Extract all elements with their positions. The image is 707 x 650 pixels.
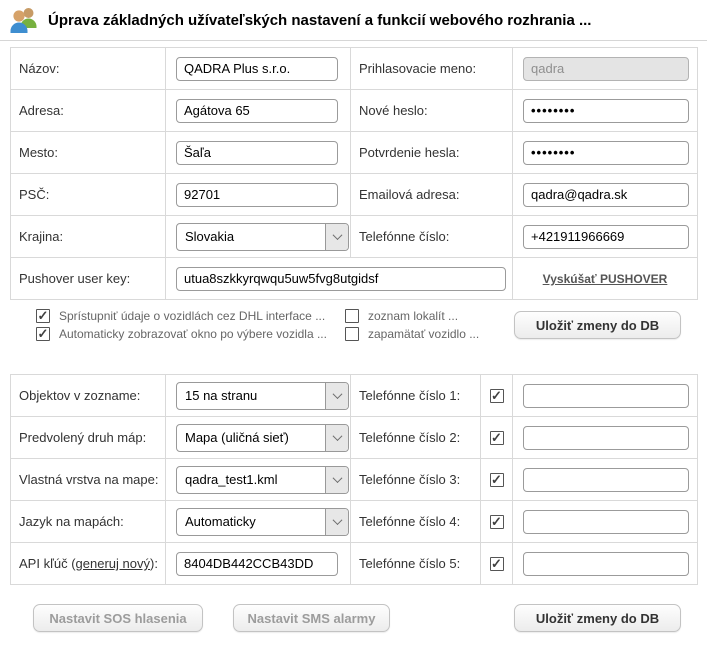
sms-alarmy-button[interactable]: Nastavit SMS alarmy xyxy=(233,604,390,632)
users-icon xyxy=(8,5,40,35)
save-changes-bottom-button[interactable]: Uložiť zmeny do DB xyxy=(514,604,681,632)
login-label: Prihlasovacie meno: xyxy=(351,48,513,90)
footer-buttons xyxy=(0,604,707,632)
table-row xyxy=(11,258,698,300)
jazyk-select-value: Automaticky xyxy=(185,514,256,529)
dhl-interface-label: Sprístupniť údaje o vozidlách cez DHL interface ... xyxy=(59,309,326,323)
pushover-key-input[interactable] xyxy=(176,267,506,291)
adresa-label: Adresa: xyxy=(11,90,166,132)
telefon1-checkbox[interactable] xyxy=(490,389,504,403)
table-row xyxy=(11,501,698,543)
chevron-down-icon xyxy=(325,224,348,250)
vrstva-label: Vlastná vrstva na mape: xyxy=(11,459,166,501)
vrstva-select-value: qadra_test1.kml xyxy=(185,472,278,487)
nazov-input[interactable] xyxy=(176,57,338,81)
telefon2-input[interactable] xyxy=(523,426,689,450)
table-row xyxy=(11,90,698,132)
jazyk-select[interactable] xyxy=(176,508,349,536)
krajina-select[interactable] xyxy=(176,223,349,251)
adresa-input[interactable] xyxy=(176,99,338,123)
druh-map-select[interactable] xyxy=(176,424,349,452)
table-row xyxy=(11,48,698,90)
zapamatat-vozidlo-label: zapamätať vozidlo ... xyxy=(368,327,480,341)
login-input xyxy=(523,57,689,81)
email-input[interactable] xyxy=(523,183,689,207)
telefon3-label: Telefónne číslo 3: xyxy=(351,459,481,501)
telefon4-checkbox[interactable] xyxy=(490,515,504,529)
psc-input[interactable] xyxy=(176,183,338,207)
sos-hlasenia-button[interactable]: Nastavit SOS hlasenia xyxy=(33,604,203,632)
save-changes-top-button[interactable]: Uložiť zmeny do DB xyxy=(514,311,681,339)
chevron-down-icon xyxy=(325,383,348,409)
telefon4-label: Telefónne číslo 4: xyxy=(351,501,481,543)
api-key-label: API kľúč (generuj nový): xyxy=(11,543,166,585)
potvrdenie-hesla-input[interactable] xyxy=(523,141,689,165)
krajina-select-value: Slovakia xyxy=(185,229,235,244)
psc-label: PSČ: xyxy=(11,174,166,216)
telefon5-label: Telefónne číslo 5: xyxy=(351,543,481,585)
chevron-down-icon xyxy=(325,467,348,493)
checkbox-section xyxy=(0,309,707,349)
telefon1-label: Telefónne číslo 1: xyxy=(351,375,481,417)
map-phone-settings-table xyxy=(10,374,698,585)
auto-okno-checkbox[interactable] xyxy=(36,327,50,341)
table-row xyxy=(11,132,698,174)
jazyk-label: Jazyk na mapách: xyxy=(11,501,166,543)
table-row xyxy=(11,375,698,417)
api-key-input[interactable] xyxy=(176,552,338,576)
telefon-label: Telefónne číslo: xyxy=(351,216,513,258)
telefon2-checkbox[interactable] xyxy=(490,431,504,445)
chevron-down-icon xyxy=(325,425,348,451)
table-row xyxy=(11,459,698,501)
generuj-novy-link[interactable]: generuj nový xyxy=(75,556,150,571)
telefon2-label: Telefónne číslo 2: xyxy=(351,417,481,459)
telefon5-input[interactable] xyxy=(523,552,689,576)
nove-heslo-label: Nové heslo: xyxy=(351,90,513,132)
nove-heslo-input[interactable] xyxy=(523,99,689,123)
chevron-down-icon xyxy=(325,509,348,535)
page-title: Úprava základných užívateľských nastavení a funkcií webového rozhrania ... xyxy=(48,11,592,29)
vrstva-select[interactable] xyxy=(176,466,349,494)
table-row xyxy=(11,417,698,459)
table-row xyxy=(11,543,698,585)
mesto-input[interactable] xyxy=(176,141,338,165)
zoznam-lokalit-checkbox[interactable] xyxy=(345,309,359,323)
mesto-label: Mesto: xyxy=(11,132,166,174)
pushover-key-label: Pushover user key: xyxy=(11,258,166,300)
telefon4-input[interactable] xyxy=(523,510,689,534)
table-row xyxy=(11,174,698,216)
druh-map-label: Predvolený druh máp: xyxy=(11,417,166,459)
telefon1-input[interactable] xyxy=(523,384,689,408)
vyskusat-pushover-link[interactable]: Vyskúšať PUSHOVER xyxy=(542,272,668,286)
page-header xyxy=(0,0,707,41)
telefon3-checkbox[interactable] xyxy=(490,473,504,487)
table-row xyxy=(11,216,698,258)
dhl-interface-checkbox[interactable] xyxy=(36,309,50,323)
objektov-select-value: 15 na stranu xyxy=(185,388,258,403)
email-label: Emailová adresa: xyxy=(351,174,513,216)
objektov-select[interactable] xyxy=(176,382,349,410)
druh-map-select-value: Mapa (uličná sieť) xyxy=(185,430,289,445)
telefon5-checkbox[interactable] xyxy=(490,557,504,571)
account-settings-table xyxy=(10,47,698,300)
zoznam-lokalit-label: zoznam lokalít ... xyxy=(368,309,459,323)
auto-okno-label: Automaticky zobrazovať okno po výbere vozidla ... xyxy=(59,327,327,341)
nazov-label: Názov: xyxy=(11,48,166,90)
potvrdenie-hesla-label: Potvrdenie hesla: xyxy=(351,132,513,174)
telefon3-input[interactable] xyxy=(523,468,689,492)
telefon-input[interactable] xyxy=(523,225,689,249)
krajina-label: Krajina: xyxy=(11,216,166,258)
objektov-label: Objektov v zozname: xyxy=(11,375,166,417)
zapamatat-vozidlo-checkbox[interactable] xyxy=(345,327,359,341)
